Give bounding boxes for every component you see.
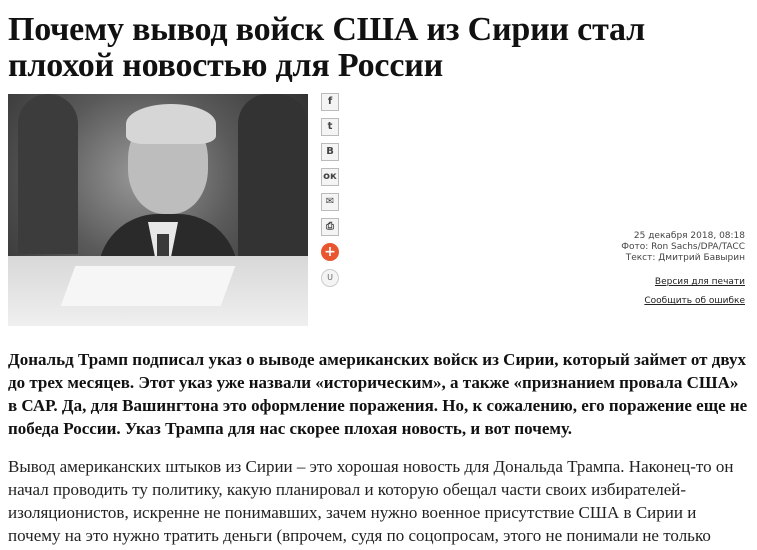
u-icon[interactable]: U [321, 269, 339, 287]
twitter-icon[interactable]: t [321, 118, 339, 136]
plus-icon[interactable]: + [321, 243, 339, 261]
article-body: Вывод американских штыков из Сирии – это хорошая новость для Дональда Трампа. Наконец-то он начал проводить ту политику, какую планировал и которую обещал части своих избирателей-изоляционистов, искренне не понимавших, зачем нужно военное присутствие США в Сирии и почему на это нужно тратить деньги (впрочем, судя по соцопросам, этого не понимали не только [8, 457, 734, 545]
odnoklassniki-icon[interactable]: ок [321, 168, 339, 186]
article-photo [8, 94, 308, 326]
article-lead: Дональд Трамп подписал указ о выводе американских войск из Сирии, который займет от двух до трех месяцев. Этот указ уже назвали «историческим», а также «признанием провала США» в САР. Да, для Вашингтона это оформление поражения. Но, к сожалению, его поражение еще не победа России. Указ Трампа для нас скорее плохая новость, и вот почему. [8, 350, 748, 438]
photo-hair [126, 104, 216, 144]
vk-icon[interactable]: В [321, 143, 339, 161]
article-meta [621, 231, 745, 307]
print-version-link[interactable]: Версия для печати [654, 277, 745, 287]
print-icon[interactable]: ⎙ [321, 218, 339, 236]
photo-paper [61, 266, 236, 306]
photo-credit: Фото: Ron Sachs/DPA/TACC [621, 242, 745, 252]
article-title: Почему вывод войск США из Сирии стал плохой новостью для России [8, 11, 645, 84]
share-bar [321, 93, 339, 287]
email-icon[interactable]: ✉ [321, 193, 339, 211]
text-credit: Текст: Дмитрий Бавырин [625, 253, 745, 263]
report-error-link[interactable]: Сообщить об ошибке [644, 296, 745, 306]
facebook-icon[interactable]: f [321, 93, 339, 111]
article-date: 25 декабря 2018, 08:18 [633, 231, 745, 241]
photo-background-person [238, 94, 308, 264]
photo-background-person [18, 94, 78, 254]
